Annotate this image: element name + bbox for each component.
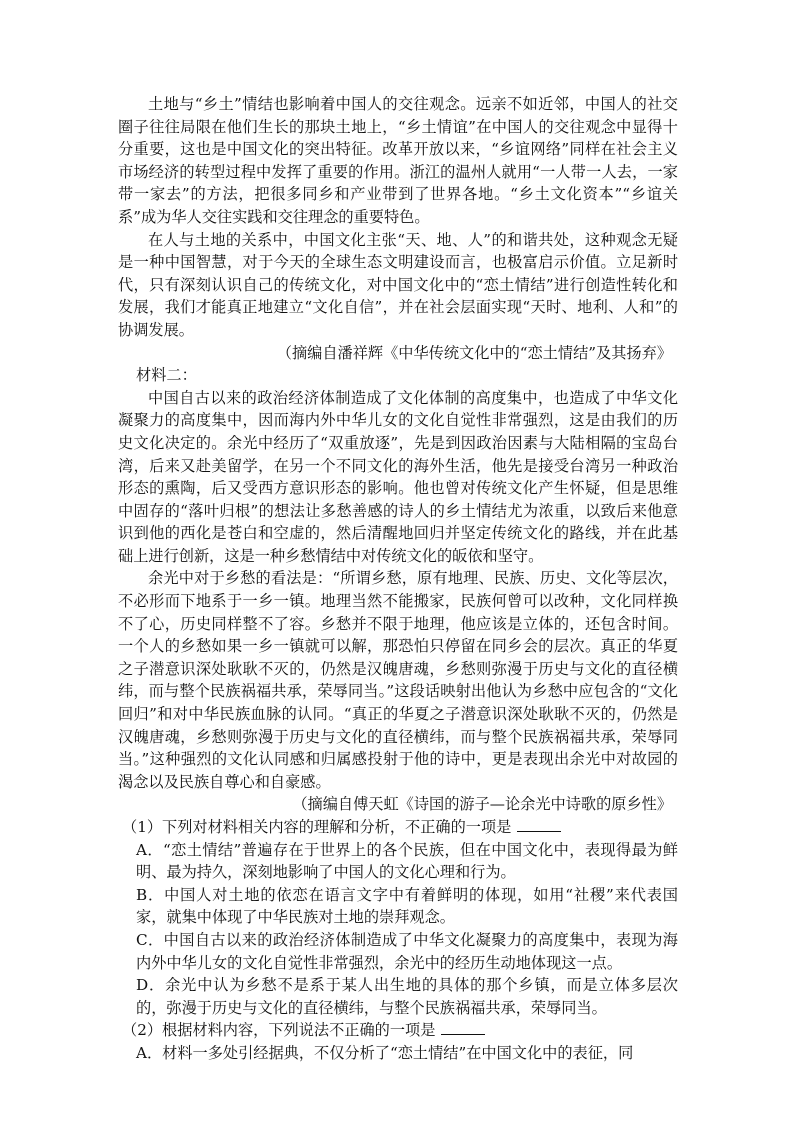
material-one-source: （摘编自潘祥辉《中华传统文化中的“恋土情结”及其扬弃》 (276, 343, 672, 362)
material-one-paragraph-1: 土地与“乡土”情结也影响着中国人的交往观念。远亲不如近邻，中国人的社交圈子往往局限在他们生长的那块土地上，“乡土情谊”在中国人的交往观念中显得十分重要，这也是中国文化的突出特征。改革开放以来，“乡谊网络”同样在社会主义市场经济的转型过程中发挥了重要的作用。浙江的温州人就用“一人带一人去，一家带一家去”的方法，把很多同乡和产业带到了世界各地。“乡土文化资本”“乡谊关系”成为华人交往实践和交往理念的重要特色。 (118, 95, 678, 226)
question-1-option-a: A．“恋土情结”普遍存在于世界上的各个民族，但在中国文化中，表现得最为鲜明、最为持久，深刻地影响了中国人的文化心理和行为。 (136, 840, 678, 882)
material-two-label: 材料二： (136, 366, 197, 385)
document-body (118, 93, 678, 1065)
material-two-paragraph-1: 中国自古以来的政治经济体制造成了文化体制的高度集中，也造成了中华文化凝聚力的高度集中，因而海内外中华儿女的文化自觉性非常强烈，这是由我们的历史文化决定的。余光中经历了“双重放逐”，先是到因政治因素与大陆相隔的宝岛台湾，后来又赴美留学，在另一个不同文化的海外生活，他先是接受台湾另一种政治形态的熏陶，后又受西方意识形态的影响。他也曾对传统文化产生怀疑，但是思维中固存的“落叶归根”的想法让多愁善感的诗人的乡土情结尤为浓重，以致后来他意识到他的西化是苍白和空虚的，然后清醒地回归并坚定传统文化的路线，并在此基础上进行创新，这是一种乡愁情结中对传统文化的皈依和坚守。 (118, 388, 678, 565)
material-one-paragraph-2: 在人与土地的关系中，中国文化主张“天、地、人”的和谐共处，这种观念无疑是一种中国智慧，对于今天的全球生态文明建设而言，也极富启示价值。立足新时代，只有深刻认识自己的传统文化，对中国文化中的“恋土情结”进行创造性转化和发展，我们才能真正地建立“文化自信”，并在社会层面实现“天时、地利、人和”的协调发展。 (118, 230, 678, 339)
question-2-option-a: A．材料一多处引经据典，不仅分析了“恋土情结”在中国文化中的表征，同 (136, 1043, 634, 1062)
question-1-option-d: D．余光中认为乡愁不是系于某人出生地的具体的那个乡镇，而是立体多层次的，弥漫于历史与文化的直径横纬，与整个民族祸福共承，荣辱同当。 (136, 976, 678, 1017)
material-two-source: （摘编自傅天虹《诗国的游子—论余光中诗歌的原乡性》 (292, 795, 672, 814)
question-1-stem (118, 816, 678, 839)
material-two-paragraph-2: 余光中对于乡愁的看法是：“所谓乡愁，原有地理、民族、历史、文化等层次，不必形而下地系于一乡一镇。地理当然不能搬家，民族何曾可以改种，文化同样换不了心，历史同样整不了容。乡愁并不限于地理，他应该是立体的，还包含时间。一个人的乡愁如果一乡一镇就可以解，那恐怕只停留在同乡会的层次。真正的华夏之子潜意识深处耿耿不灭的，仍然是汉魄唐魂，乡愁则弥漫于历史与文化的直径横纬，而与整个民族祸福共承，荣辱同当。”这段话映射出他认为乡愁中应包含的“文化回归”和对中华民族血脉的认同。“真正的华夏之子潜意识深处耿耿不灭的，仍然是汉魄唐魂，乡愁则弥漫于历史与文化的直径横纬，而与整个民族祸福共承，荣辱同当。”这种强烈的文化认同感和归属感投射于他的诗中，更是表现出余光中对故园的渴念以及民族自尊心和自豪感。 (118, 569, 678, 791)
answer-blank[interactable] (441, 1020, 485, 1035)
question-1-option-c: C．中国自古以来的政治经济体制造成了中华文化凝聚力的高度集中，表现为海内外中华儿女的文化自觉性非常强烈，余光中的经历生动地体现这一点。 (136, 930, 678, 972)
answer-blank[interactable] (517, 817, 561, 832)
question-2-stem (118, 1019, 678, 1042)
question-1-text: （1）下列对材料相关内容的理解和分析，不正确的一项是 (122, 818, 512, 836)
question-1-option-b: B．中国人对土地的依恋在语言文字中有着鲜明的体现，如用“社稷”来代表国家，就集中体现了中华民族对土地的崇拜观念。 (136, 885, 678, 927)
question-2-text: （2）根据材料内容，下列说法不正确的一项是 (122, 1021, 436, 1040)
